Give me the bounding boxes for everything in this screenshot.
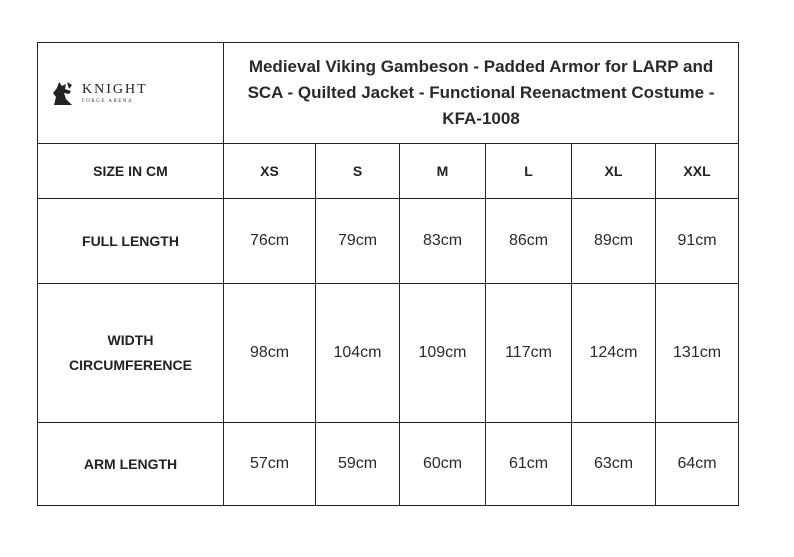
knight-horse-icon — [50, 79, 76, 107]
size-xs: XS — [224, 144, 316, 199]
table-row-arm-length — [38, 423, 739, 506]
table-cell: 79cm — [316, 199, 400, 284]
size-header-row — [38, 144, 739, 199]
table-cell: 64cm — [656, 423, 739, 506]
table-cell: 104cm — [316, 284, 400, 423]
table-cell: 91cm — [656, 199, 739, 284]
size-s: S — [316, 144, 400, 199]
table-cell: 86cm — [486, 199, 572, 284]
table-cell: 76cm — [224, 199, 316, 284]
table-cell: 98cm — [224, 284, 316, 423]
size-in-cm-label: SIZE IN CM — [38, 144, 224, 199]
header-row — [38, 43, 739, 144]
table-cell: 61cm — [486, 423, 572, 506]
table-cell: 109cm — [400, 284, 486, 423]
table-cell: 117cm — [486, 284, 572, 423]
table-cell: 63cm — [572, 423, 656, 506]
logo-name: KNIGHT — [82, 81, 148, 97]
table-row-width-circumference — [38, 284, 739, 423]
table-cell: 89cm — [572, 199, 656, 284]
width-label-line2: CIRCUMFERENCE — [69, 357, 192, 373]
logo-cell — [38, 43, 224, 144]
table-cell: 131cm — [656, 284, 739, 423]
table-cell: 59cm — [316, 423, 400, 506]
logo — [38, 79, 223, 107]
table-cell: 83cm — [400, 199, 486, 284]
product-title: Medieval Viking Gambeson - Padded Armor for LARP and SCA - Quilted Jacket - Functional Reenactment Costume - KFA-1008 — [224, 43, 739, 144]
size-l: L — [486, 144, 572, 199]
arm-length-label: ARM LENGTH — [38, 423, 224, 506]
table-cell: 57cm — [224, 423, 316, 506]
width-circumference-label — [38, 284, 224, 423]
size-xxl: XXL — [656, 144, 739, 199]
size-xl: XL — [572, 144, 656, 199]
width-label-line1: WIDTH — [107, 332, 154, 348]
size-chart — [37, 42, 738, 506]
table-cell: 60cm — [400, 423, 486, 506]
table-cell: 124cm — [572, 284, 656, 423]
size-m: M — [400, 144, 486, 199]
table-row-full-length — [38, 199, 739, 284]
size-table — [37, 42, 739, 506]
full-length-label: FULL LENGTH — [38, 199, 224, 284]
logo-subtitle: FORGE ARENA — [82, 98, 134, 104]
